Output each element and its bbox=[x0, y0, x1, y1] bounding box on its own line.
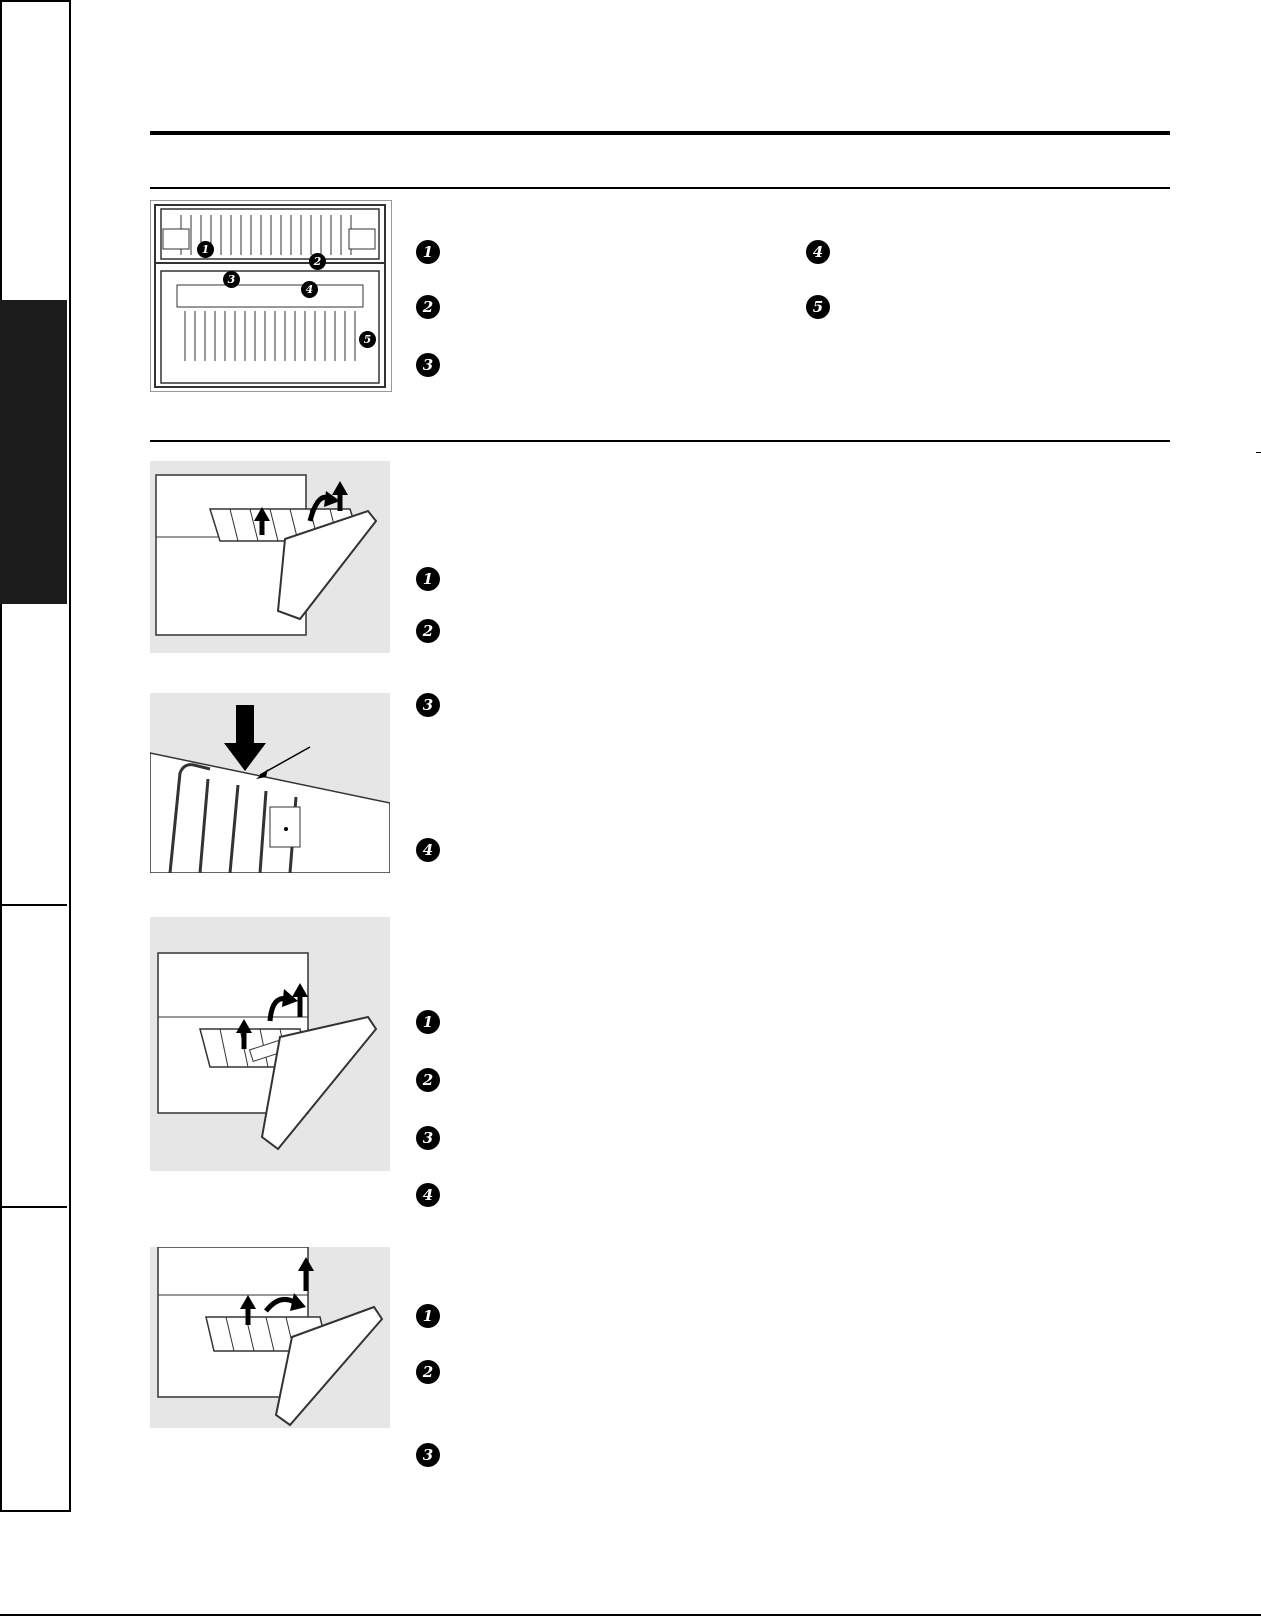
step-a-bullet-3: 3 bbox=[416, 693, 440, 717]
upper-basket-removal-figure bbox=[150, 461, 390, 653]
middle-basket-illustration bbox=[150, 917, 390, 1171]
upper-basket-illustration bbox=[150, 461, 390, 653]
bottom-rule bbox=[0, 1614, 1261, 1616]
freezer-overview-illustration bbox=[151, 201, 391, 391]
parts-bullet-1: 1 bbox=[416, 240, 440, 264]
section-tab-active[interactable] bbox=[0, 300, 67, 604]
lower-basket-removal-figure bbox=[150, 1247, 390, 1428]
step-b-bullet-3: 3 bbox=[416, 1126, 440, 1150]
step-c-bullet-1: 1 bbox=[416, 1304, 440, 1328]
section-tab-strip bbox=[0, 0, 71, 1512]
callout-5: 5 bbox=[359, 331, 376, 348]
header-rule-thick bbox=[150, 131, 1170, 135]
step-a-bullet-1: 1 bbox=[416, 567, 440, 591]
lower-basket-illustration bbox=[150, 1247, 390, 1428]
middle-basket-removal-figure bbox=[150, 917, 390, 1171]
rail-detail-illustration bbox=[150, 693, 390, 873]
parts-bullet-4: 4 bbox=[806, 240, 830, 264]
section-rule bbox=[150, 187, 1170, 189]
callout-4: 4 bbox=[301, 281, 318, 298]
tab-divider bbox=[0, 1206, 67, 1208]
freezer-overview-figure bbox=[150, 200, 392, 392]
parts-bullet-3: 3 bbox=[416, 353, 440, 377]
parts-bullet-2: 2 bbox=[416, 295, 440, 319]
step-a-bullet-2: 2 bbox=[416, 619, 440, 643]
step-a-bullet-4: 4 bbox=[416, 838, 440, 862]
crop-mark-right bbox=[1256, 452, 1261, 453]
step-b-bullet-2: 2 bbox=[416, 1068, 440, 1092]
step-c-bullet-2: 2 bbox=[416, 1360, 440, 1384]
step-b-bullet-1: 1 bbox=[416, 1010, 440, 1034]
step-b-bullet-4: 4 bbox=[416, 1183, 440, 1207]
step-c-bullet-3: 3 bbox=[416, 1443, 440, 1467]
tab-divider bbox=[0, 904, 67, 906]
section-rule bbox=[150, 440, 1170, 442]
callout-2: 2 bbox=[309, 253, 326, 270]
callout-1: 1 bbox=[197, 241, 214, 258]
parts-bullet-5: 5 bbox=[806, 295, 830, 319]
callout-3: 3 bbox=[223, 271, 240, 288]
basket-rail-detail-figure bbox=[150, 693, 390, 873]
